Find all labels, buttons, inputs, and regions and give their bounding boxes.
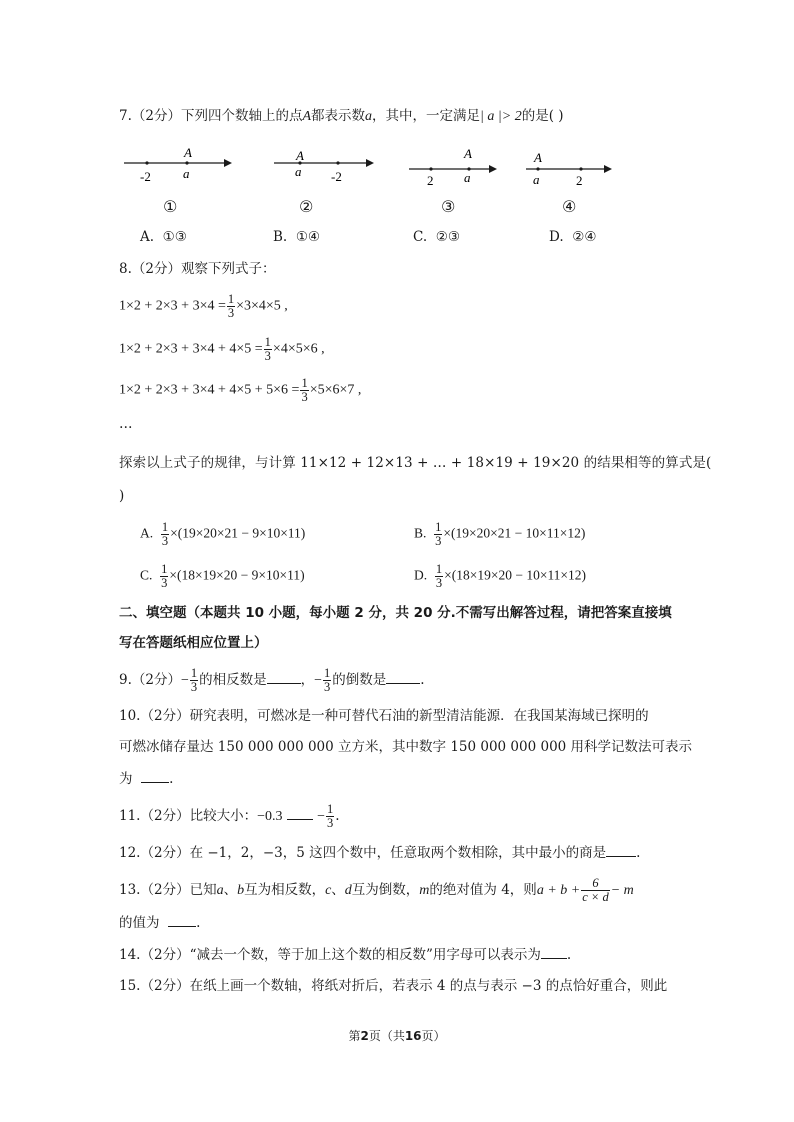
q8-option-b[interactable]: B. $\frac{1}{3}$ ×(19×20×21 − 10×11×12) bbox=[414, 520, 586, 548]
question-10-line2: 可燃冰储存量达 150 000 000 000 立方米，其中数字 150 000 000 000 用科学记数法可表示 bbox=[119, 739, 693, 755]
q8-equation-1: 1×2 + 2×3 + 3×4 = $\frac{1}{3}$ ×3×4×5 , bbox=[119, 292, 288, 320]
answer-blank[interactable] bbox=[386, 669, 420, 684]
page-footer: 第2页（共16页） bbox=[348, 1029, 446, 1043]
answer-blank[interactable] bbox=[267, 669, 301, 684]
tick-label: a bbox=[183, 166, 190, 181]
fraction: $\frac{1}{3}$ bbox=[227, 292, 235, 320]
q8-ellipsis: … bbox=[119, 416, 133, 432]
answer-blank[interactable] bbox=[141, 768, 169, 783]
fraction: $\frac{1}{3}$ bbox=[301, 376, 308, 404]
tick-label: -2 bbox=[331, 169, 342, 184]
q8-equation-2: 1×2 + 2×3 + 3×4 + 4×5 = $\frac{1}{3}$ ×4×5×6 , bbox=[119, 335, 325, 363]
point-label: A bbox=[534, 150, 542, 165]
question-10-line3: 为 . bbox=[119, 768, 173, 789]
question-8-stem: 8.（2分）观察下列式子： bbox=[119, 261, 276, 277]
total-pages: 16 bbox=[404, 1029, 422, 1043]
answer-blank[interactable] bbox=[287, 805, 313, 820]
q8-option-a[interactable]: A. $\frac{1}{3}$ ×(19×20×21 − 9×10×11) bbox=[140, 520, 306, 548]
q7-option-b[interactable]: B. ①④ bbox=[273, 229, 321, 245]
q8-explore-text: 探索以上式子的规律，与计算 11×12 + 12×13 + … + 18×19 + 19×20 的结果相等的算式是( bbox=[119, 455, 712, 471]
tick-label: 2 bbox=[427, 173, 434, 188]
tick-label: a bbox=[295, 164, 302, 179]
fraction: $\frac{1}{3}$ bbox=[161, 562, 168, 590]
question-13-line2: 的值为 . bbox=[119, 912, 200, 933]
question-12: 12.（2分）在 −1，2，−3，5 这四个数中，任意取两个数相除，其中最小的商是 . bbox=[119, 842, 640, 863]
question-score: （2分） bbox=[131, 108, 181, 124]
fraction: $\frac{1}{3}$ bbox=[190, 666, 198, 694]
answer-blank[interactable] bbox=[606, 842, 636, 857]
q7-option-c[interactable]: C. ②③ bbox=[413, 229, 460, 245]
fraction: $\frac{1}{3}$ bbox=[161, 520, 169, 548]
fraction: $\frac{6}{c \times d}$ bbox=[582, 876, 609, 904]
question-13-line1: 13.（2分）已知a、b互为相反数，c、d互为倒数，m的绝对值为 4，则a + b + $\frac{6}{c \times d}$ − m bbox=[119, 876, 634, 904]
circled-label-4: ④ bbox=[562, 197, 577, 216]
question-7-stem: 7.（2分）下列四个数轴上的点A都表示数a，其中，一定满足| a |> 2的是( ) bbox=[119, 108, 564, 124]
number-line-1 bbox=[120, 143, 240, 192]
fraction: $\frac{1}{3}$ bbox=[435, 520, 442, 548]
q8-equation-3: 1×2 + 2×3 + 3×4 + 4×5 + 5×6 = $\frac{1}{3}$ ×5×6×7 , bbox=[119, 376, 362, 404]
number-line-4 bbox=[524, 143, 644, 192]
question-15: 15.（2分）在纸上画一个数轴，将纸对折后，若表示 4 的点与表示 −3 的点恰好重合，则此 bbox=[119, 978, 668, 994]
answer-blank[interactable] bbox=[168, 912, 196, 927]
question-14: 14.（2分）“减去一个数，等于加上这个数的相反数”用字母可以表示为 . bbox=[119, 944, 571, 965]
answer-blank[interactable] bbox=[541, 944, 567, 959]
tick-label: -2 bbox=[140, 169, 151, 184]
circled-label-3: ③ bbox=[441, 197, 456, 216]
question-11: 11.（2分）比较大小：−0.3 − $\frac{1}{3}$ . bbox=[119, 802, 340, 830]
question-number: 7. bbox=[119, 108, 132, 124]
q8-close-paren: ) bbox=[119, 488, 125, 504]
q8-option-c[interactable]: C. $\frac{1}{3}$ ×(18×19×20 − 9×10×11) bbox=[140, 562, 305, 590]
q7-option-d[interactable]: D. ②④ bbox=[549, 229, 597, 245]
q8-option-d[interactable]: D. $\frac{1}{3}$ ×(18×19×20 − 10×11×12) bbox=[414, 562, 587, 590]
page-number: 2 bbox=[360, 1029, 369, 1043]
point-label: A bbox=[184, 145, 192, 160]
circled-label-1: ① bbox=[163, 197, 178, 216]
point-label: A bbox=[296, 148, 304, 163]
fraction: $\frac{1}{3}$ bbox=[264, 335, 271, 363]
number-line-2 bbox=[270, 143, 390, 192]
tick-label: a bbox=[464, 170, 471, 185]
fraction: $\frac{1}{3}$ bbox=[435, 562, 443, 590]
fraction: $\frac{1}{3}$ bbox=[326, 802, 334, 830]
section-2-heading-cont: 写在答题纸相应位置上） bbox=[119, 635, 268, 651]
question-9: 9.（2分）− $\frac{1}{3}$ 的相反数是 ，− $\frac{1}{3}$ 的倒数是 . bbox=[119, 666, 425, 694]
section-2-heading: 二、填空题（本题共 10 小题，每小题 2 分，共 20 分.不需写出解答过程，请把答案直接填 bbox=[119, 605, 672, 621]
tick-label: 2 bbox=[576, 173, 583, 188]
point-label: A bbox=[464, 146, 472, 161]
q7-option-a[interactable]: A. ①③ bbox=[140, 229, 187, 245]
tick-label: a bbox=[533, 172, 540, 187]
number-line-3 bbox=[405, 143, 525, 192]
question-10-line1: 10.（2分）研究表明，可燃冰是一种可替代石油的新型清洁能源．在我国某海域已探明的 bbox=[119, 708, 649, 724]
fraction: $\frac{1}{3}$ bbox=[324, 666, 331, 694]
circled-label-2: ② bbox=[299, 197, 314, 216]
